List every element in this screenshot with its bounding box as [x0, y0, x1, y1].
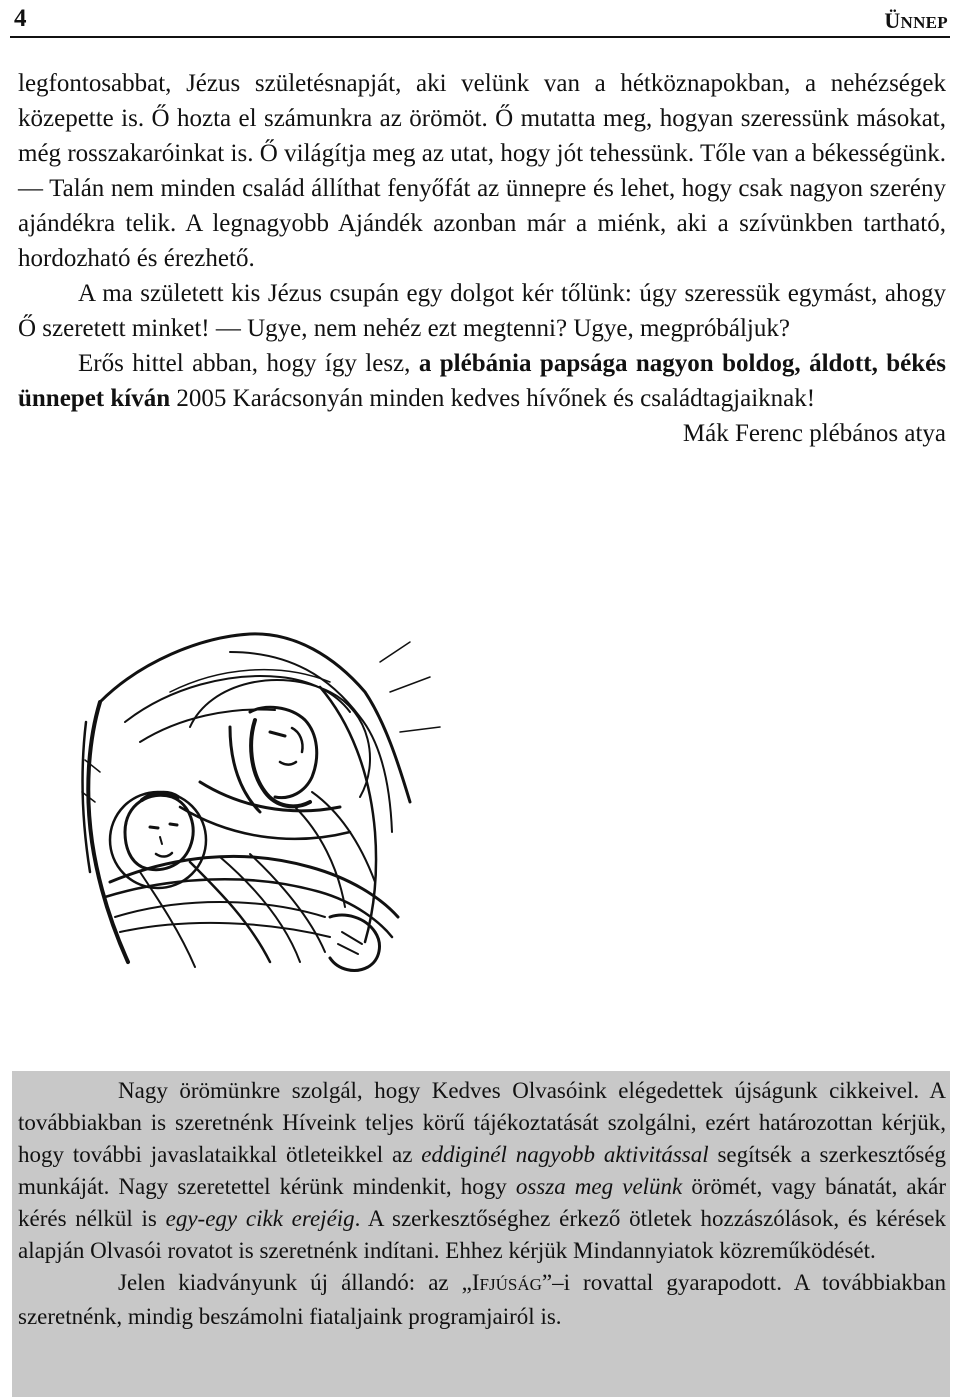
page-number: 4 [14, 5, 27, 32]
notice-paragraph-1 [18, 1075, 946, 1267]
editorial-notice-text [18, 1075, 946, 1333]
notice-p1-part-d: . A szerkesztőséghez érkező ötletek hozzászólások, és kérések alapján Olvasói rovatot is szeretnénk indítani. Ehhez kérjük Mindannyiatok közreműködését. [18, 1206, 947, 1263]
notice-paragraph-2 [18, 1267, 946, 1333]
running-title [884, 8, 948, 34]
signature: Mák Ferenc plébános atya [682, 420, 946, 447]
article-paragraph-2: A ma született kis Jézus csupán egy dolgot kér tőlünk: úgy szeressük egymást, ahogy Ő szeretett minket! — Ugye, nem nehéz ezt megtenni? Ugye, megpróbáljuk? [18, 280, 946, 342]
notice-p2-part-b: ”–i rovattal gyarapodott. A továbbiakban szeretnénk, mindig beszámolni fiataljaink programjairól is. [18, 1270, 946, 1329]
editorial-notice-box [12, 1071, 950, 1397]
madonna-child-illustration [80, 632, 445, 977]
notice-p1-part-c: örömét, vagy bánatát, akár kérés nélkül is [18, 1174, 946, 1231]
notice-p2-part-a: Jelen kiadványunk új állandó: az „ [118, 1270, 472, 1295]
article-paragraph-3-start: Erős hittel abban, hogy így lesz, [78, 350, 419, 377]
notice-p2-smallcaps-rest: FJÚSÁG [479, 1275, 542, 1294]
article-paragraph-3-end: 2005 Karácsonyán minden kedves hívőnek és családtagjaiknak! [170, 385, 816, 412]
article-paragraph-3 [18, 346, 946, 416]
notice-p1-italic-3: egy-egy cikk erejéig [165, 1206, 355, 1231]
notice-p1-part-b: segítsék a szerkesztőség munkáját. Nagy szeretettel kérünk mindenkit, hogy [18, 1142, 946, 1199]
notice-p1-italic-2: ossza meg velünk [515, 1174, 683, 1199]
notice-p2-smallcaps-initial: I [471, 1270, 480, 1295]
notice-p1-italic-1: eddiginél nagyobb aktivitással [421, 1142, 709, 1167]
running-title-initial: Ü [884, 8, 901, 33]
running-title-rest: NNEP [900, 13, 948, 32]
article-paragraph-3-bold: a plébánia papsága nagyon boldog, áldott, békés ünnepet kíván [18, 350, 946, 412]
article-paragraph-1: legfontosabbat, Jézus születésnapját, aki velünk van a hétköznapokban, a nehézségek közepette is. Ő hozta el számunkra az örömöt. Ő mutatta meg, hogyan szeressünk másokat, még rosszakaróinkat is. Ő világítja meg az utat, hogy jót tehessünk. Tőle van a békességünk. — Talán nem minden család állíthat fenyőfát az ünnepre és lehet, hogy csak nagyon szerény ajándékra telik. A legnagyobb Ajándék azonban már a miénk, aki a szívünkben tartható, hordozható és érezhető. [18, 70, 946, 272]
article-body [18, 66, 946, 451]
page-header [10, 0, 950, 38]
notice-p1-part-a: Nagy örömünkre szolgál, hogy Kedves Olvasóink elégedettek újságunk cikkeivel. A továbbiakban is szeretnénk Híveink teljes körű tájékoztatását szolgálni, ezért határozottan kérjük, hogy további javaslataikkal ötleteikkel az [18, 1078, 946, 1167]
